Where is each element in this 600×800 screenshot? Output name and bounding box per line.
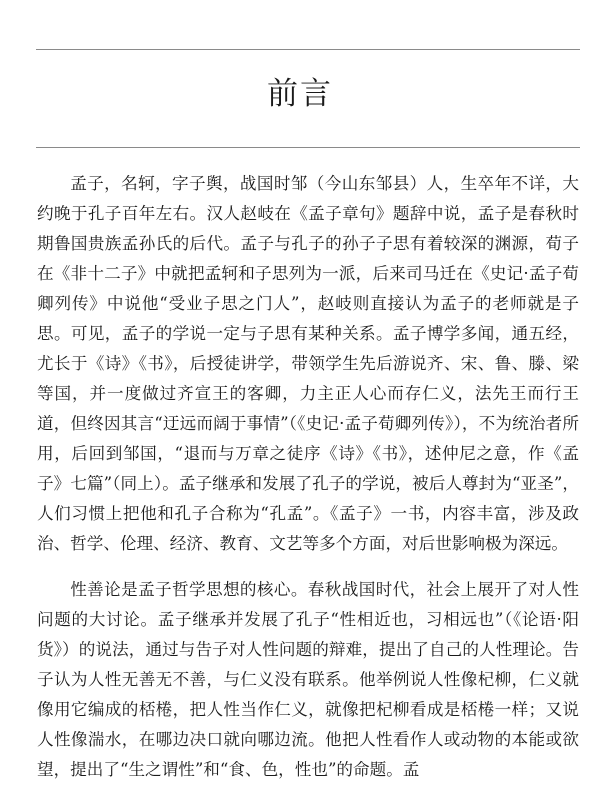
title-bottom-rule — [36, 147, 580, 148]
paragraph-1: 孟子，名轲，字子舆，战国时邹（今山东邹县）人，生卒年不详，大约晚于孔子百年左右。汉人赵岐在《孟子章句》题辞中说，孟子是春秋时期鲁国贵族孟孙氏的后代。孟子与孔子的孙子子思有着较深的渊源，荀子在《非十二子》中就把孟轲和子思列为一派，后来司马迁在《史记·孟子荀卿列传》中说他“受业子思之门人”，赵岐则直接认为孟子的老师就是子思。可见，孟子的学说一定与子思有某种关系。孟子博学多闻，通五经，尤长于《诗》《书》，后授徒讲学，带领学生先后游说齐、宋、鲁、滕、梁等国，并一度做过齐宣王的客卿，力主正人心而存仁义，法先王而行王道，但终因其言“迂远而阔于事情”（《史记·孟子荀卿列传》），不为统治者所用，后回到邹国，“退而与万章之徒序《诗》《书》，述仲尼之意，作《孟子》七篇”（同上）。孟子继承和发展了孔子的学说，被后人尊封为“亚圣”，人们习惯上把他和孔子合称为“孔孟”。《孟子》一书，内容丰富，涉及政治、哲学、伦理、经济、教育、文艺等多个方面，对后世影响极为深远。 — [37, 174, 579, 553]
top-rule — [36, 49, 580, 50]
paragraph-2: 性善论是孟子哲学思想的核心。春秋战国时代，社会上展开了对人性问题的大讨论。孟子继承并发展了孔子“性相近也，习相远也”（《论语·阳货》）的说法，通过与告子对人性问题的辩难，提出了自己的人性理论。告子认为人性无善无不善，与仁义没有联系。他举例说人性像杞柳，仁义就像用它编成的桮棬，把人性当作仁义，就像把杞柳看成是桮棬一样；又说人性像湍水，在哪边决口就向哪边流。他把人性看作人或动物的本能或欲望，提出了“生之谓性”和“食、色，性也”的命题。孟 — [37, 580, 579, 779]
body-text — [37, 169, 579, 785]
page-title: 前言 — [267, 76, 333, 112]
